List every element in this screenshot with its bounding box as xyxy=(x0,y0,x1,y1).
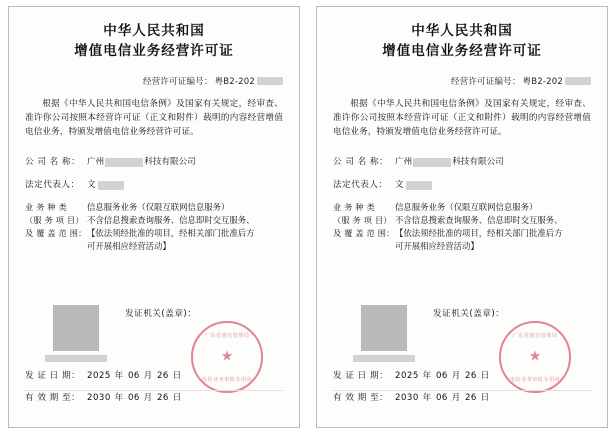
certificate-number-row xyxy=(333,75,591,87)
field-value-legal-representative xyxy=(395,178,591,192)
issue-date-label: 发 证 日 期： xyxy=(25,371,81,381)
seal-star-icon: ★ xyxy=(220,348,234,365)
expiry-date-label: 有 效 期 至： xyxy=(25,393,81,403)
scope-value-line4: 可开展相应经营活动】 xyxy=(395,241,479,251)
field-value-business-scope xyxy=(395,201,591,253)
issue-date-label: 发 证 日 期： xyxy=(333,371,389,381)
certificate-title xyxy=(25,21,283,61)
redaction-block-legal-representative xyxy=(406,181,432,190)
scope-value-line2: 不含信息搜索查询服务、信息即时交互服务、 xyxy=(87,215,255,225)
certificate-left xyxy=(8,6,300,428)
issue-date-year: 2025 xyxy=(87,371,111,381)
certificate-dates xyxy=(333,369,591,413)
qr-code-image xyxy=(361,305,407,351)
scope-value-line1: 信息服务业务（仅限互联网信息服务） xyxy=(87,202,230,212)
expiry-date-year: 2030 xyxy=(395,393,419,403)
field-legal-representative xyxy=(25,178,283,192)
issue-date-row xyxy=(25,369,283,381)
scope-value-line3: 【依法须经批准的项目，经相关部门批准后方 xyxy=(395,228,563,238)
issue-date-value xyxy=(395,369,591,381)
redaction-block-cert-no xyxy=(257,77,283,85)
certificate-right xyxy=(316,6,608,428)
field-value-business-scope xyxy=(87,201,283,253)
scope-label-line2: （服 务 项 目） xyxy=(333,215,392,225)
redaction-block-legal-representative xyxy=(98,181,124,190)
expiry-date-day-unit: 日 xyxy=(172,393,183,403)
certificate-fields xyxy=(333,155,591,253)
expiry-date-value xyxy=(87,391,283,403)
scope-label-line1: 业 务 种 类 xyxy=(333,202,375,212)
issue-date-year-unit: 年 xyxy=(422,371,433,381)
field-label-legal-representative: 法定代表人： xyxy=(333,180,388,190)
certificate-body-paragraph: 根据《中华人民共和国电信条例》及国家有关规定，经审查、准许你公司按照本经营许可证（正文和附件）载明的内容经营增值电信业务，特颁发增值电信业务经营许可证。 xyxy=(333,99,591,137)
certificate-number-row xyxy=(25,75,283,87)
expiry-date-day-unit: 日 xyxy=(480,393,491,403)
expiry-date-month: 06 xyxy=(435,393,448,403)
field-value-company-name xyxy=(395,155,591,169)
issue-date-year: 2025 xyxy=(395,371,419,381)
company-name-suffix: 科技有限公司 xyxy=(144,157,196,167)
seal-star-icon: ★ xyxy=(528,348,542,365)
field-label-company-name: 公 司 名 称： xyxy=(333,157,389,167)
expiry-date-month: 06 xyxy=(127,393,140,403)
field-legal-representative xyxy=(333,178,591,192)
scope-value-line3: 【依法须经批准的项目，经相关部门批准后方 xyxy=(87,228,255,238)
expiry-date-value xyxy=(395,391,591,403)
expiry-date-day: 26 xyxy=(156,393,169,403)
issue-date-month: 06 xyxy=(435,371,448,381)
expiry-date-year-unit: 年 xyxy=(422,393,433,403)
title-line-certificate: 增值电信业务经营许可证 xyxy=(74,43,234,59)
field-business-scope xyxy=(333,201,591,253)
scope-label-line3: 及 覆 盖 范 围： xyxy=(25,228,87,238)
qr-code-image xyxy=(53,305,99,351)
expiry-date-row xyxy=(25,391,283,403)
expiry-date-month-unit: 月 xyxy=(143,393,154,403)
field-value-legal-representative xyxy=(87,178,283,192)
company-name-prefix: 广州 xyxy=(87,157,105,167)
expiry-date-row xyxy=(333,391,591,403)
field-company-name xyxy=(25,155,283,169)
issue-date-month: 06 xyxy=(127,371,140,381)
field-company-name xyxy=(333,155,591,169)
scope-value-line4: 可开展相应经营活动】 xyxy=(87,241,171,251)
company-name-suffix: 科技有限公司 xyxy=(452,157,504,167)
issue-date-row xyxy=(333,369,591,381)
field-label-legal-representative: 法定代表人： xyxy=(25,180,80,190)
certificate-number-value: 粤B2-202 xyxy=(214,77,255,87)
certificate-fields xyxy=(25,155,283,253)
title-line-country: 中华人民共和国 xyxy=(411,23,513,39)
scope-label-line2: （服 务 项 目） xyxy=(25,215,84,225)
legal-representative-prefix: 文 xyxy=(395,180,404,190)
scope-value-line2: 不含信息搜索查询服务、信息即时交互服务、 xyxy=(395,215,563,225)
certificate-dates xyxy=(25,369,283,413)
field-label-business-scope xyxy=(25,201,87,240)
issue-date-year-unit: 年 xyxy=(114,371,125,381)
certificate-title xyxy=(333,21,591,61)
issuer-label: 发证机关(盖章)： xyxy=(125,309,197,319)
expiry-date-month-unit: 月 xyxy=(451,393,462,403)
redaction-block-qr-caption xyxy=(45,355,107,362)
issue-date-month-unit: 月 xyxy=(143,371,154,381)
certificate-number-label: 经营许可证编号： xyxy=(142,77,213,87)
certificate-number-label: 经营许可证编号： xyxy=(450,77,521,87)
company-name-prefix: 广州 xyxy=(395,157,413,167)
redaction-block-qr-caption xyxy=(353,355,415,362)
issue-date-day-unit: 日 xyxy=(172,371,183,381)
issue-date-day: 26 xyxy=(464,371,477,381)
field-business-scope xyxy=(25,201,283,253)
legal-representative-prefix: 文 xyxy=(87,180,96,190)
title-line-certificate: 增值电信业务经营许可证 xyxy=(382,43,542,59)
scope-value-line1: 信息服务业务（仅限互联网信息服务） xyxy=(395,202,538,212)
issue-date-day: 26 xyxy=(156,371,169,381)
expiry-date-label: 有 效 期 至： xyxy=(333,393,389,403)
issuer-label: 发证机关(盖章)： xyxy=(433,309,505,319)
seal-top-text: 广东省通信管理局 xyxy=(512,333,558,339)
certificate-number-value: 粤B2-202 xyxy=(522,77,563,87)
field-value-company-name xyxy=(87,155,283,169)
title-line-country: 中华人民共和国 xyxy=(103,23,205,39)
expiry-date-year: 2030 xyxy=(87,393,111,403)
redaction-block-company-name xyxy=(413,158,451,167)
scope-label-line1: 业 务 种 类 xyxy=(25,202,67,212)
issue-date-value xyxy=(87,369,283,381)
seal-bottom-text: 电信业务审批专用章 xyxy=(201,377,253,383)
redaction-block-company-name xyxy=(105,158,143,167)
expiry-date-day: 26 xyxy=(464,393,477,403)
issue-date-day-unit: 日 xyxy=(480,371,491,381)
expiry-date-year-unit: 年 xyxy=(114,393,125,403)
field-label-company-name: 公 司 名 称： xyxy=(25,157,81,167)
seal-top-text: 广东省通信管理局 xyxy=(204,333,250,339)
issue-date-month-unit: 月 xyxy=(451,371,462,381)
scope-label-line3: 及 覆 盖 范 围： xyxy=(333,228,395,238)
redaction-block-cert-no xyxy=(565,77,591,85)
certificate-body-paragraph: 根据《中华人民共和国电信条例》及国家有关规定，经审查、准许你公司按照本经营许可证（正文和附件）载明的内容经营增值电信业务，特颁发增值电信业务经营许可证。 xyxy=(25,99,283,137)
seal-bottom-text: 电信业务审批专用章 xyxy=(509,377,561,383)
field-label-business-scope xyxy=(333,201,395,240)
